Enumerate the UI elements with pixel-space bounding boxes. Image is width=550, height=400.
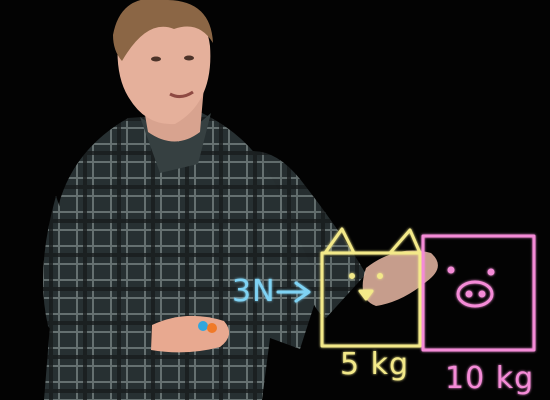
pig-right-eye	[489, 270, 493, 274]
pig-left-nostril	[467, 292, 471, 296]
blue-marker	[198, 321, 208, 331]
force-label: 3N	[232, 274, 276, 309]
cat-right-eye	[379, 275, 382, 278]
cat-left-eye	[351, 275, 354, 278]
right-eye	[184, 56, 194, 61]
pig-right-nostril	[480, 292, 484, 296]
hand-with-markers	[151, 316, 229, 353]
right-box-mass-label: 10 kg	[445, 361, 535, 396]
left-eye	[151, 57, 161, 62]
pig-left-eye	[449, 268, 453, 272]
orange-marker	[207, 323, 217, 333]
left-box-mass-label: 5 kg	[340, 347, 410, 382]
